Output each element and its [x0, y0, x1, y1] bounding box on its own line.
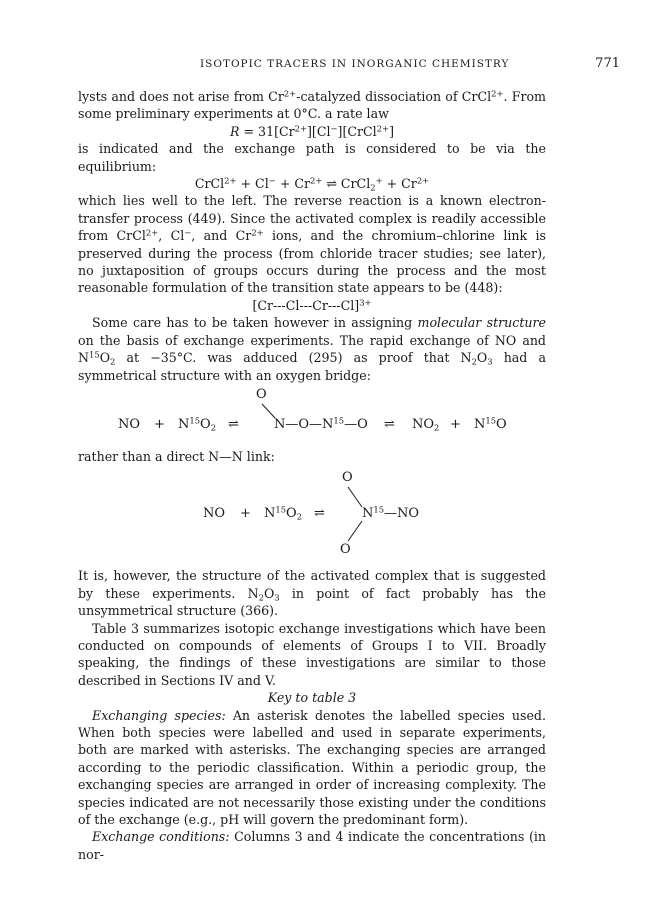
scheme1-arrow-1: ⇌	[228, 416, 239, 432]
scheme1-chain: $N—O—N^{15}—O$	[274, 415, 368, 432]
paragraph-exchanging-species: Exchanging species: An asterisk denotes the labelled species used. When both species were labelled and used in separate experiments, both are marked with asterisks. The exchanging species are arranged according to the periodic classification. Within a periodic group, the exchanging species are arranged in order of increasing complexity. The species indicated are not necessarily those existing under the conditions of the exchange (e.g., pH will govern the predominant form).	[78, 707, 546, 827]
paragraph-5: rather than a direct N—N link:	[78, 448, 275, 464]
body-text	[78, 88, 546, 863]
equilibrium-equation: CrCl$^{2+}$ + $Cl^- + Cr^{2+}$ ⇌ CrCl$_2$+ + $Cr^{2+}$	[194, 175, 430, 193]
paragraph-7: Table 3 summarizes isotopic exchange investigations which have been conducted on compounds of elements of Groups I to VII. Broadly speaking, the findings of these investigations are similar to those described in Sections IV and V.	[78, 620, 546, 688]
paragraph-3: which lies well to the left. The reverse reaction is a known electron-transfer process (449). Since the activated complex is readily accessible from CrCl$^{2+}$, Cl−, and $Cr^{2+}$ ions, and the chromium–chlorine link is preserved during the process (from chloride tracer studies; see later), no juxtaposition of groups occurs during the process and the most reasonable formulation of the transition state appears to be (448):	[78, 193, 546, 296]
key-heading: Key to table 3	[267, 690, 357, 706]
scheme2-no: NO	[203, 506, 226, 522]
scheme2-arrow: ⇌	[314, 506, 325, 522]
scheme-direct-nn-link	[78, 467, 546, 563]
scheme1-n15o: $N^{15}O$	[474, 415, 507, 432]
scheme2-n15-no: $N^{15}—NO$	[362, 504, 420, 522]
scheme2-bond-lines	[78, 467, 546, 563]
scheme1-no: NO	[118, 416, 141, 432]
scheme2-plus: +	[240, 506, 251, 522]
transition-state-formula: $[Cr---Cl---Cr---Cl]^{3+}$	[252, 297, 372, 313]
scheme2-top-oxygen: O	[342, 470, 353, 486]
scheme2-n15o2: $N^{15}O_2$	[264, 504, 303, 522]
running-title: ISOTOPIC TRACERS IN INORGANIC CHEMISTRY	[200, 58, 510, 70]
paragraph-exchange-conditions: Exchange conditions: Columns 3 and 4 indicate the concentrations (in nor-	[78, 829, 546, 862]
paragraph-6: It is, however, the structure of the activated complex that is suggested by these experiments. $N_2O_3$ in point of fact probably has the unsymmetrical structure (366).	[78, 568, 546, 619]
scheme1-plus-2: +	[450, 416, 461, 432]
scheme2-bottom-oxygen: O	[340, 542, 351, 558]
scheme1-arrow-2: ⇌	[384, 416, 395, 432]
scheme1-top-oxygen: O	[256, 386, 267, 402]
scheme1-no2: $NO_2$	[412, 416, 440, 433]
paragraph-2: is indicated and the exchange path is considered to be via the equilibrium:	[78, 141, 546, 174]
scheme1-plus-1: +	[154, 416, 165, 432]
paragraph-1: lysts and does not arise from $Cr^{2+}$-catalyzed dissociation of CrCl$^{2+}$. From some preliminary experiments at 0°C. a rate law	[78, 88, 546, 122]
term-label: Exchange conditions:	[92, 829, 230, 845]
term-label: Exchanging species:	[92, 707, 226, 723]
rate-law-equation: $R = 31[Cr^{2+}][Cl^-][CrCl^{2+}]$	[230, 123, 394, 139]
scheme1-n15o2: $N^{15}O_2$	[178, 415, 217, 433]
page-number: 771	[595, 56, 620, 71]
scheme-oxygen-bridge	[78, 386, 546, 448]
paragraph-4: Some care has to be taken however in assigning molecular structure on the basis of exchange experiments. The rapid exchange of NO and $N^{15}O_2$ at −35°C. was adduced (295) as proof that $N_2O_3$ had a symmetrical structure with an oxygen bridge:	[78, 315, 546, 383]
